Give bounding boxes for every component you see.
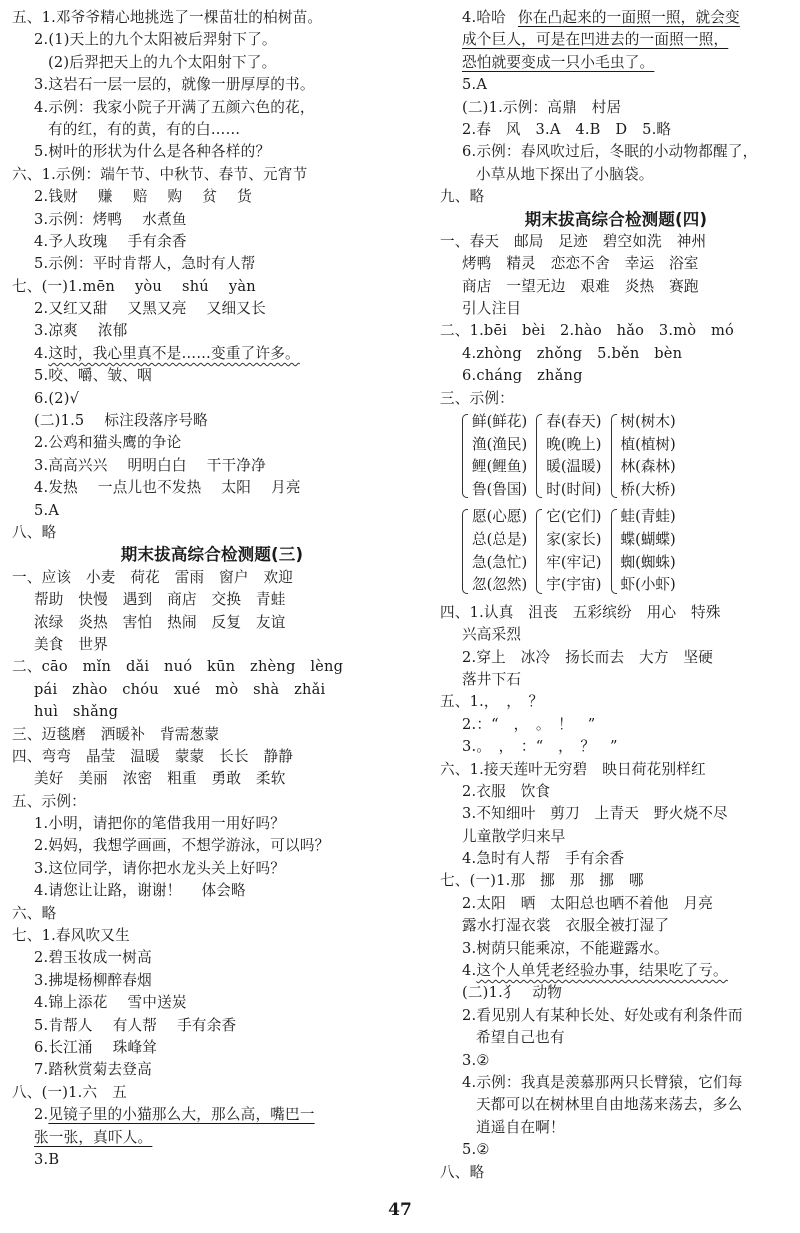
left-column	[12, 7, 412, 1171]
answer-line	[12, 231, 412, 253]
answer-line: 一、春天 邮局 足迹 碧空如洗 神州	[440, 232, 707, 250]
group-word: 牢(牢记)	[546, 553, 602, 571]
answer-line: 逍遥自在啊！	[476, 1118, 565, 1136]
answer-line: 三、迈毯磨 洒暖补 背需葱蒙	[12, 725, 220, 743]
answer-text: 雪中送炭	[127, 994, 187, 1012]
group-word: 蜘(蜘蛛)	[620, 553, 676, 571]
group-word: 急(急忙)	[472, 553, 528, 571]
answer-line: 七、(一)1.那 挪 那 挪 哪	[440, 872, 644, 890]
group-word: 植(植树)	[620, 435, 676, 453]
answer-line: 七、1.春风吹又生	[12, 927, 130, 945]
answer-text: 3.高高兴兴	[34, 456, 108, 474]
answer-line: 儿童散学归来早	[462, 827, 566, 845]
answer-line: 烤鸭 精灵 恋恋不舍 幸运 浴室	[462, 255, 699, 273]
word-groups-b	[440, 506, 792, 596]
answer-line: 5.A	[34, 501, 60, 519]
word-group	[462, 411, 527, 501]
answer-text: 3.凉爽	[34, 322, 78, 340]
answer-line: 4.zhòng zhǒng 5.běn bèn	[462, 344, 683, 362]
group-word: 鲤(鲤鱼)	[472, 458, 528, 476]
group-word: 总(总是)	[472, 531, 528, 548]
answer-line: 3.。 ， ：“ ， ？ ”	[462, 738, 618, 756]
answer-line	[12, 343, 412, 365]
answer-line: 五、示例：	[12, 792, 86, 810]
answer-line: 八、(一)1.六 五	[12, 1083, 127, 1101]
group-word: 暖(温暖)	[546, 458, 602, 476]
answer-line: 四、弯弯 晶莹 温暖 蒙蒙 长长 静静	[12, 747, 294, 765]
group-word: 桥(大桥)	[620, 480, 676, 498]
group-word: 鲁(鲁国)	[472, 480, 528, 498]
group-word: 蝶(蝴蝶)	[620, 531, 676, 548]
answer-line: 3.B	[34, 1150, 60, 1168]
answer-line: 2.看见别人有某种长处、好处或有利条件而	[462, 1006, 743, 1024]
answer-line: 3.②	[462, 1051, 490, 1069]
answer-text: 手有余香	[177, 1016, 237, 1034]
word-group	[462, 506, 527, 596]
answer-line: 6.cháng zhǎng	[462, 367, 583, 385]
answer-line: 三、示例：	[440, 389, 514, 407]
answer-text: 2.又红又甜	[34, 300, 108, 318]
word-group	[536, 411, 601, 501]
answer-text: 购	[167, 188, 183, 206]
answer-line: 2.春 风 3.A 4.B D 5.略	[462, 120, 672, 138]
answer-text: 浓郁	[97, 322, 128, 340]
underlined-answer: 你在凸起来的一面照一照，就会变	[517, 9, 740, 26]
answer-line: 落井下石	[462, 670, 522, 688]
answer-line	[12, 455, 412, 477]
answer-line	[440, 7, 792, 29]
answer-line: 六、1.示例：端午节、中秋节、春节、元宵节	[12, 165, 308, 183]
answer-line: 2.(1)天上的九个太阳被后羿射下了。	[34, 31, 277, 49]
answer-line: 五、1.， ， ？	[440, 693, 544, 711]
brace-bracket	[536, 509, 542, 593]
answer-line: 商店 一望无边 艰难 炎热 赛跑	[462, 277, 699, 295]
answer-line: huì shǎng	[34, 703, 119, 721]
underlined-answer: 成个巨人，可是在凹进去的一面照一照，	[462, 31, 729, 49]
wavy-underlined-answer: 这时，我心里真不是……变重了许多。	[48, 344, 300, 362]
answer-line: 二、cāo mǐn dǎi nuó kūn zhèng lèng	[12, 658, 344, 676]
underlined-answer: 张一张，真吓人。	[34, 1128, 153, 1146]
answer-line: 二、1.bēi bèi 2.hào hǎo 3.mò mó	[440, 322, 735, 340]
brace-bracket	[611, 509, 617, 593]
word-group	[611, 411, 676, 501]
group-word: 渔(渔民)	[472, 435, 528, 453]
answer-text: (二)1.5	[34, 412, 85, 430]
answer-line: 3.树荫只能乘凉，不能避露水。	[462, 939, 669, 957]
answer-line: 2.衣服 饮食	[462, 782, 551, 800]
answer-line	[12, 880, 412, 902]
group-word: 春(春天)	[546, 413, 602, 431]
answer-text: 一点儿也不发热	[97, 479, 202, 497]
answer-line: 小草从地下探出了小脑袋。	[476, 165, 654, 183]
answer-text: 2.钱财	[34, 188, 78, 206]
answer-text: 珠峰耸	[112, 1038, 158, 1056]
answer-text: 手有余香	[127, 232, 187, 250]
group-word: 时(时间)	[546, 480, 602, 498]
underlined-answer: 见镜子里的小猫那么大，那么高，嘴巴一	[48, 1106, 315, 1124]
answer-line: 5.咬、嚼、皱、咽	[34, 367, 152, 385]
group-word: 愿(心愿)	[472, 508, 528, 526]
answer-line	[12, 320, 412, 342]
answer-text: 2.	[34, 1106, 49, 1124]
answer-line: (二)1.犭 动物	[462, 984, 563, 1002]
answer-line: 4.示例：我真是羡慕那两只长臂猿，它们每	[462, 1073, 743, 1091]
answer-line: 露水打湿衣裳 衣服全被打湿了	[462, 917, 670, 935]
answer-text: 标注段落序号略	[104, 412, 208, 430]
answer-line: 八、略	[12, 523, 57, 541]
answer-line	[12, 410, 412, 432]
group-word: 蛙(青蛙)	[620, 508, 676, 526]
answer-text: 水煮鱼	[142, 210, 187, 228]
answer-line: (2)后羿把天上的九个太阳射下了。	[48, 53, 277, 71]
answer-line: 有的红，有的黄，有的白……	[48, 120, 241, 138]
answer-text: 4.	[34, 344, 49, 362]
answer-text: 5.肯帮人	[34, 1016, 93, 1034]
answer-text: 4.请您让让路，谢谢！	[34, 882, 182, 900]
group-word: 它(它们)	[546, 508, 602, 526]
answer-line: 一、应该 小麦 荷花 雷雨 窗户 欢迎	[12, 568, 294, 586]
answer-line: 四、1.认真 沮丧 五彩缤纷 用心 特殊	[440, 603, 721, 621]
answer-line: 帮助 快慢 遇到 商店 交换 青蛙	[34, 591, 286, 609]
answer-line	[440, 29, 792, 51]
group-word: 树(树木)	[620, 413, 676, 431]
answer-text: 体会略	[201, 882, 246, 900]
answer-text: yòu	[134, 277, 162, 295]
answer-line: 3.不知细叶 剪刀 上青天 野火烧不尽	[462, 805, 728, 823]
answer-line	[12, 298, 412, 320]
answer-line: 八、略	[440, 1163, 485, 1181]
answer-line: 2.太阳 晒 太阳总也晒不着他 月亮	[462, 894, 714, 912]
answer-line: 4.示例：我家小院子开满了五颜六色的花，	[34, 98, 315, 116]
answer-text: 又细又长	[206, 300, 266, 318]
answer-text: 4.	[462, 962, 477, 980]
answer-text: 货	[237, 188, 252, 206]
answer-text: 月亮	[271, 479, 301, 497]
answer-line: 6.示例：春风吹过后，冬眠的小动物都醒了，	[462, 143, 758, 161]
answer-line: 5.②	[462, 1141, 490, 1159]
answer-text: 赚	[97, 188, 113, 206]
answer-line	[440, 52, 792, 74]
answer-line: 2.妈妈，我想学画画，不想学游泳，可以吗？	[34, 837, 330, 855]
answer-line	[12, 1104, 412, 1126]
answer-text: 4.发热	[34, 479, 78, 497]
answer-line: 2.：“ ， 。 ！ ”	[462, 715, 596, 733]
answer-text: 赔	[132, 188, 148, 206]
answer-line	[12, 276, 412, 298]
answer-line: 九、略	[440, 188, 485, 206]
answer-line	[12, 477, 412, 499]
wavy-underlined-answer: 这个人单凭老经验办事，结果吃了亏。	[476, 962, 728, 980]
answer-text: 4.予人玫瑰	[34, 232, 108, 250]
answer-line	[440, 960, 792, 982]
brace-bracket	[536, 414, 542, 498]
answer-line: 5.树叶的形状为什么是各种各样的？	[34, 143, 271, 161]
answer-line: (二)1.示例：高鼎 村居	[462, 98, 622, 116]
word-group	[536, 506, 601, 596]
group-word: 虾(小虾)	[620, 576, 676, 594]
answer-text: shú	[182, 277, 209, 295]
group-word: 忽(忽然)	[472, 576, 528, 594]
answer-line: 3.拂堤杨柳醉春烟	[34, 971, 152, 989]
brace-bracket	[462, 414, 468, 498]
group-word: 宇(宇宙)	[546, 576, 602, 594]
answer-line: 2.碧玉妆成一树高	[34, 949, 152, 967]
answer-line: 美好 美丽 浓密 粗重 勇敢 柔软	[34, 770, 286, 788]
answer-line: 天都可以在树林里自由地荡来荡去，多么	[476, 1096, 743, 1114]
answer-line: 6.(2)√	[34, 389, 80, 407]
answer-line: 4.急时有人帮 手有余香	[462, 850, 625, 868]
answer-text: 6.长江涌	[34, 1038, 93, 1056]
section-title: 期末拔高综合检测题(四)	[524, 209, 708, 229]
answer-line: 7.踏秋赏菊去登高	[34, 1061, 152, 1079]
answer-line: 浓绿 炎热 害怕 热闹 反复 友谊	[34, 613, 286, 631]
answer-line: 引人注目	[462, 300, 522, 318]
answer-text: 太阳	[221, 479, 252, 497]
brace-bracket	[611, 414, 617, 498]
word-groups-a	[440, 411, 792, 501]
word-group	[611, 506, 676, 596]
brace-bracket	[462, 509, 468, 593]
answer-text: 又黑又亮	[127, 300, 187, 318]
answer-line: 1.小明，请把你的笔借我用一用好吗？	[34, 815, 286, 833]
answer-line: 兴高采烈	[462, 626, 522, 644]
answer-line: 2.穿上 冰冷 扬长而去 大方 坚硬	[462, 648, 714, 666]
answer-text: 明明白白	[127, 456, 187, 474]
right-column	[440, 7, 792, 1184]
answer-line	[12, 992, 412, 1014]
page-number: 47	[388, 1200, 412, 1220]
group-word: 家(家长)	[546, 531, 602, 548]
answer-line: 2.公鸡和猫头鹰的争论	[34, 434, 182, 452]
answer-line	[12, 1037, 412, 1059]
answer-line	[12, 1015, 412, 1037]
answer-line: 六、略	[12, 904, 57, 922]
answer-text: 4.哈哈	[462, 9, 506, 26]
answer-line	[12, 186, 412, 208]
answer-text: 干干净净	[206, 456, 266, 474]
answer-text: yàn	[228, 277, 256, 295]
answer-text: 有人帮	[112, 1016, 158, 1034]
group-word: 林(森林)	[620, 458, 676, 476]
group-word: 晚(晚上)	[546, 435, 602, 453]
answer-line	[12, 209, 412, 231]
answer-line	[12, 1127, 412, 1149]
answer-line: 5.A	[462, 76, 488, 94]
section-title: 期末拔高综合检测题(三)	[120, 545, 304, 565]
answer-text: 七、(一)1.mēn	[12, 277, 115, 295]
answer-line: 希望自己也有	[476, 1029, 565, 1047]
answer-text: 4.锦上添花	[34, 994, 108, 1012]
answer-text: 3.示例：烤鸭	[34, 210, 123, 228]
answer-line: 5.示例：平时肯帮人，急时有人帮	[34, 255, 256, 273]
answer-line: pái zhào chóu xué mò shà zhǎi	[34, 680, 326, 698]
answer-line: 五、1.邓爷爷精心地挑选了一棵苗壮的柏树苗。	[12, 9, 323, 26]
answer-line: 3.这位同学，请你把水龙头关上好吗？	[34, 859, 286, 877]
answer-line: 3.这岩石一层一层的，就像一册厚厚的书。	[34, 76, 315, 94]
answer-text: 贫	[202, 188, 218, 206]
answer-line: 美食 世界	[34, 635, 108, 653]
answer-line: 六、1.接天莲叶无穷碧 映日荷花别样红	[440, 760, 706, 778]
group-word: 鲜(鲜花)	[472, 413, 528, 431]
underlined-answer: 恐怕就要变成一只小毛虫了。	[462, 53, 655, 71]
